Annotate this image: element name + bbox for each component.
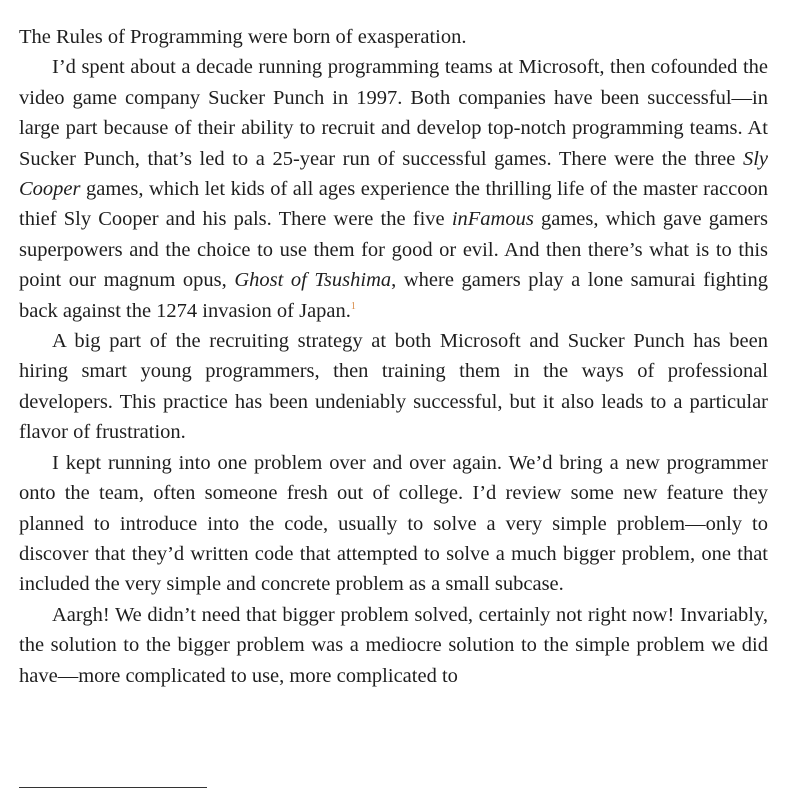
paragraph	[19, 448, 768, 600]
paragraph	[19, 326, 768, 448]
text-run: I kept running into one problem over and over again. We’d bring a new programmer onto the team, often someone fresh out of college. I’d review some new feature they planned to introduce into the code, usually to solve a very simple problem—only to discover that they’d written code that attempted to solve a much bigger problem, one that included the very simple and concrete problem as a small subcase.	[19, 451, 768, 596]
paragraph	[19, 22, 768, 52]
italic-title: Sly Cooper	[19, 147, 768, 201]
text-run: Aargh! We didn’t need that bigger problem solved, certainly not right now! Invariably, the solution to the bigger problem was a mediocre solution to the simple problem we did have—more complicated to use, more complicated to	[19, 603, 768, 687]
text-run: , where gamers play a lone samurai fighting back against the 1274 invasion of Japan.	[19, 269, 769, 322]
text-run: games, which let kids of all ages experience the thrilling life of the master raccoon thief Sly Cooper and his pals. There were the five	[19, 178, 768, 231]
footnote-separator-rule	[19, 787, 207, 788]
italic-title: Ghost of Tsushima	[234, 269, 392, 292]
text-run: I’d spent about a decade running programming teams at Microsoft, then cofounded the video game company Sucker Punch in 1997. Both companies have been successful—in large part because of their ability to recruit and develop top-notch programming teams. At Sucker Punch, that’s led to a 25-year run of successful games. There were the three	[19, 56, 768, 170]
paragraph	[19, 600, 768, 691]
body-text	[19, 22, 768, 691]
paragraph	[19, 52, 768, 326]
text-run: The Rules of Programming were born of exasperation.	[19, 26, 467, 48]
italic-title: inFamous	[451, 208, 534, 231]
text-run: A big part of the recruiting strategy at both Microsoft and Sucker Punch has been hiring smart young programmers, then training them in the ways of professional developers. This practice has been undeniably successful, but it also leads to a particular flavor of frustration.	[19, 330, 768, 444]
text-run: games, which gave gamers superpowers and the choice to use them for good or evil. And then there’s what is to this point our magnum opus,	[19, 208, 768, 292]
footnote-reference[interactable]: 1	[350, 300, 356, 312]
